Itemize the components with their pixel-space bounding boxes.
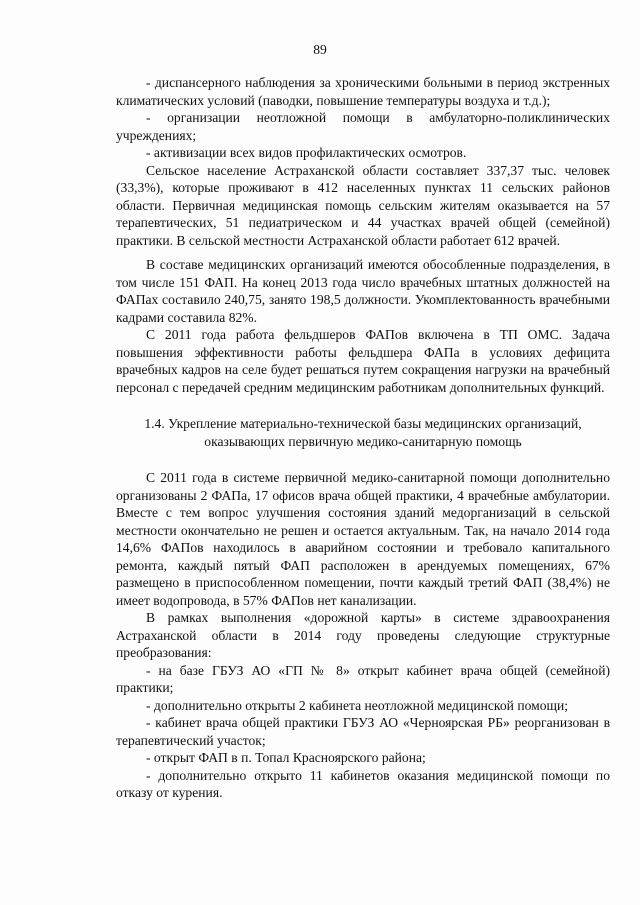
list-item: - дополнительно открыты 2 кабинета неотложной медицинской помощи; (146, 697, 569, 713)
list-item: - дополнительно открыто 11 кабинетов оказания медицинской помощи по отказу от курения. (116, 767, 610, 800)
paragraph: В рамках выполнения «дорожной карты» в системе здравоохранения Астраханской области в 2014 году проведены следующие структурные преобразования: (116, 610, 610, 660)
paragraph: С 2011 года работа фельдшеров ФАПов включена в ТП ОМС. Задача повышения эффективности работы фельдшера ФАПа в условиях дефицита врачебных кадров на селе будет решаться путем сокращения нагрузки на врачебный персонал с передачей средним медицинским работникам дополнительных функций. (116, 327, 610, 395)
paragraph: Сельское население Астраханской области составляет 337,37 тыс. человек (33,3%), которые проживают в 412 населенных пунктах 11 сельских районов области. Первичная медицинская помощь сельским жителям оказывается на 57 терапевтических, 51 педиатрическом и 44 участках врачей общей (семейной) практики. В сельской местности Астраханской области работает 612 врачей. (116, 162, 610, 248)
page-body (116, 74, 610, 802)
page-number: 89 (313, 42, 327, 57)
paragraph: В составе медицинских организаций имеются обособленные подразделения, в том числе 151 ФАП. На конец 2013 года число врачебных штатных должностей на ФАПах составило 240,75, занято 198,5 должности. Укомплектованность врачебными кадрами составила 82%. (116, 257, 610, 325)
paragraph: - диспансерного наблюдения за хроническими больными в период экстренных климатических условий (паводки, повышение температуры воздуха и т.д.); (116, 75, 610, 108)
paragraph: - активизации всех видов профилактических осмотров. (146, 145, 467, 160)
list-item: - кабинет врача общей практики ГБУЗ АО «Черноярская РБ» реорганизован в терапевтический участок; (116, 715, 610, 748)
list-item: - открыт ФАП в п. Топал Красноярского района; (146, 750, 426, 765)
section-heading: 1.4. Укрепление материально-технической базы медицинских организаций, оказывающих первичную медико-санитарную помощь (144, 416, 582, 449)
paragraph: С 2011 года в системе первичной медико-санитарной помощи дополнительно организованы 2 ФАПа, 17 офисов врача общей практики, 4 врачебные амбулатории. Вместе с тем вопрос улучшения состояния зданий медорганизаций в сельской местности окончательно не решен и остается актуальным. Так, на начало 2014 года 14,6% ФАПов находилось в аварийном состоянии и требовало капитального ремонта, каждый пятый ФАП расположен в арендуемых помещениях, 67% размещено в приспособленном помещении, почти каждый третий ФАП (38,4%) не имеет водопровода, в 57% ФАПов нет канализации. (116, 470, 610, 608)
paragraph: - организации неотложной помощи в амбулаторно-поликлинических учреждениях; (116, 110, 610, 143)
list-item: - на базе ГБУЗ АО «ГП № 8» открыт кабинет врача общей (семейной) практики; (116, 662, 610, 695)
